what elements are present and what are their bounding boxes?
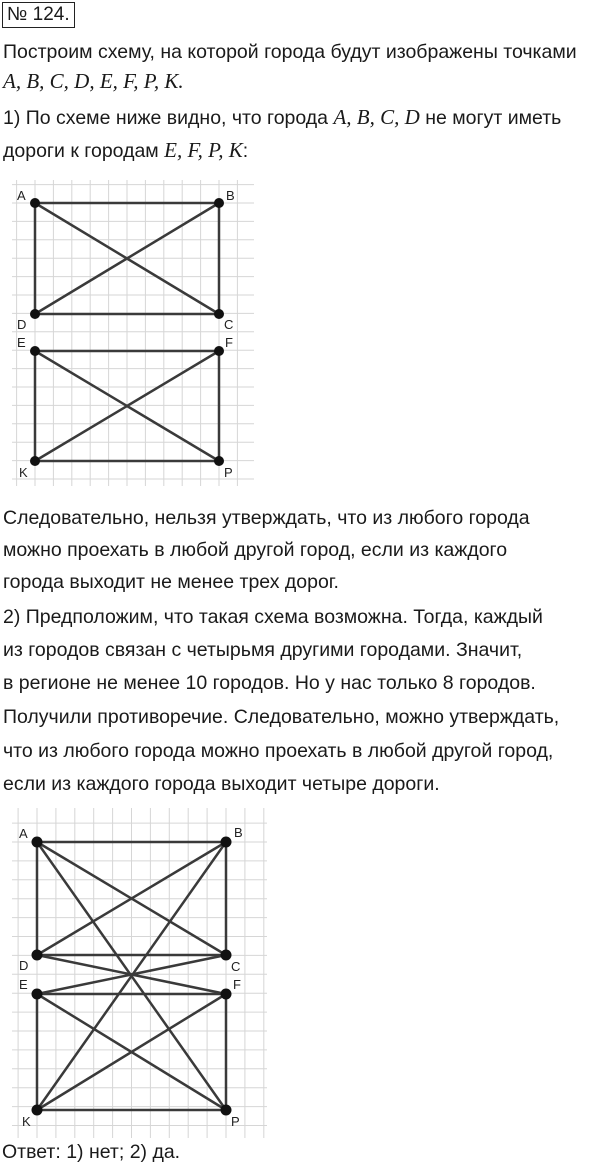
vertex-B <box>214 198 224 208</box>
label-A: A <box>17 188 26 203</box>
part1-text-d: : <box>242 140 249 162</box>
part1-cities-a: A, B, C, D <box>333 105 420 129</box>
graph-diagram-2 <box>12 808 267 1138</box>
part1-cities-b: E, F, P, K <box>164 138 243 162</box>
graph-diagram-1 <box>12 180 254 486</box>
conclusion1-line-1: Следовательно, нельзя утверждать, что из любого города <box>3 507 530 529</box>
label-C: C <box>224 317 234 332</box>
label-F: F <box>233 977 241 992</box>
vertex-F <box>214 346 224 356</box>
part2-line-2: из городов связан с четырьмя другими городами. Значит, <box>3 639 523 661</box>
vertex-E <box>32 989 43 1000</box>
label-B: B <box>234 825 243 840</box>
label-D: D <box>17 317 27 332</box>
label-F: F <box>225 335 233 350</box>
answer-text: Ответ: 1) нет; 2) да. <box>2 1141 181 1163</box>
part1-line-2 <box>3 137 248 164</box>
part1-text-a: 1) По схеме ниже видно, что города <box>3 107 334 129</box>
part1-line-1 <box>3 104 561 131</box>
label-P: P <box>231 1114 240 1129</box>
part2-line-6: если из каждого города выходит четыре дороги. <box>3 773 440 795</box>
vertex-C <box>221 950 232 961</box>
vertex-F <box>221 989 232 1000</box>
problem-number: № 124. <box>2 2 75 28</box>
part2-line-3: в регионе не менее 10 городов. Но у нас только 8 городов. <box>3 672 536 694</box>
grid-1 <box>12 180 254 486</box>
vertex-C <box>214 309 224 319</box>
vertex-K <box>32 1105 43 1116</box>
part2-line-5: что из любого города можно проехать в любой другой город, <box>3 740 554 762</box>
label-K: K <box>22 1114 31 1129</box>
part2-line-4: Получили противоречие. Следовательно, можно утверждать, <box>3 706 560 728</box>
vertex-D <box>30 309 40 319</box>
part1-text-b: не могут иметь <box>419 107 562 129</box>
conclusion1-line-3: города выходит не менее трех дорог. <box>3 571 339 593</box>
label-B: B <box>226 188 235 203</box>
vertex-A <box>30 198 40 208</box>
label-C: C <box>231 959 241 974</box>
vertex-E <box>30 346 40 356</box>
conclusion1-line-2: можно проехать в любой другой город, если из каждого <box>3 539 508 561</box>
vertex-A <box>32 837 43 848</box>
intro-line-1: Построим схему, на которой города будут изображены точками <box>3 41 577 63</box>
intro-cities: A, B, C, D, E, F, P, K. <box>3 69 184 93</box>
label-P: P <box>224 465 233 480</box>
part2-line-1: 2) Предположим, что такая схема возможна. Тогда, каждый <box>3 606 543 628</box>
labels-1 <box>17 188 235 480</box>
label-K: K <box>19 465 28 480</box>
vertex-P <box>221 1105 232 1116</box>
label-A: A <box>19 826 28 841</box>
vertex-D <box>32 950 43 961</box>
label-E: E <box>19 977 28 992</box>
vertex-K <box>30 456 40 466</box>
part1-text-c: дороги к городам <box>3 140 165 162</box>
vertex-B <box>221 837 232 848</box>
label-E: E <box>17 335 26 350</box>
vertex-P <box>214 456 224 466</box>
label-D: D <box>19 958 29 973</box>
